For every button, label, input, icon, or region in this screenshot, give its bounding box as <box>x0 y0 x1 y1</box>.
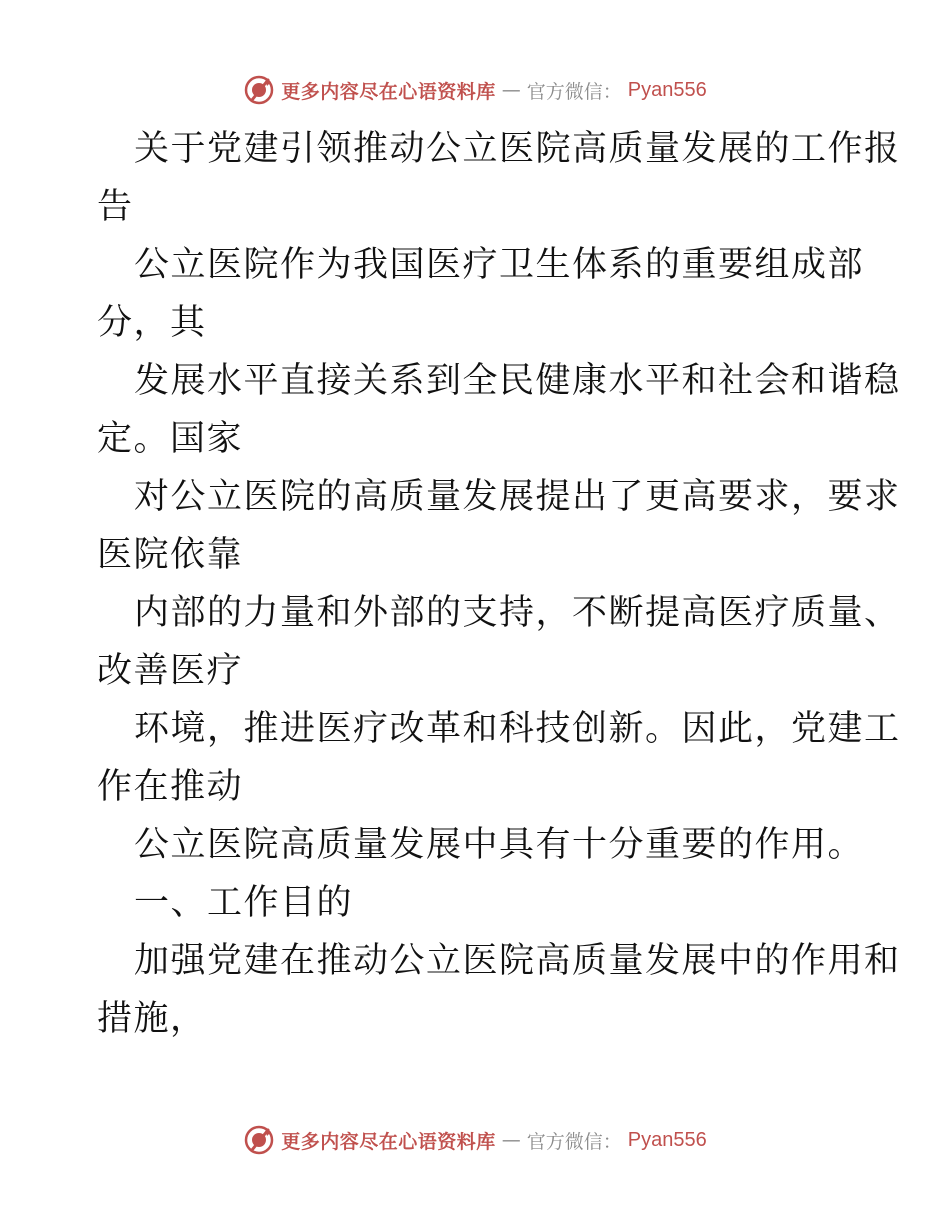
banner-wechat-id: Pyan556 <box>627 78 707 101</box>
banner-brand-text: 更多内容尽在心语资料库 <box>281 80 496 103</box>
document-line: 分，其 <box>97 303 207 343</box>
document-line: 作在推动 <box>97 767 244 807</box>
pen-logo-icon <box>243 1124 275 1156</box>
header-banner <box>0 70 950 110</box>
banner-content <box>243 1124 707 1156</box>
document-line: 公立医院作为我国医疗卫生体系的重要组成部 <box>134 245 865 285</box>
document-line: 措施， <box>97 999 207 1039</box>
banner-separator: — <box>501 79 521 101</box>
document-line: 一、工作目的 <box>134 883 354 923</box>
document-line: 加强党建在推动公立医院高质量发展中的作用和 <box>134 941 901 981</box>
document-line: 公立医院高质量发展中具有十分重要的作用。 <box>134 825 865 865</box>
document-line: 改善医疗 <box>97 651 244 691</box>
pen-logo-icon <box>243 74 275 106</box>
banner-wechat-label: 官方微信： <box>526 1130 622 1153</box>
document-line: 发展水平直接关系到全民健康水平和社会和谐稳 <box>134 361 901 401</box>
document-line: 定。国家 <box>97 419 244 459</box>
document-line: 告 <box>97 187 134 227</box>
banner-separator: — <box>501 1129 521 1151</box>
document-line: 内部的力量和外部的支持，不断提高医疗质量、 <box>134 593 901 633</box>
document-line: 关于党建引领推动公立医院高质量发展的工作报 <box>134 129 901 169</box>
document-line: 环境，推进医疗改革和科技创新。因此，党建工 <box>134 709 901 749</box>
document-body <box>97 120 901 1048</box>
banner-wechat-id: Pyan556 <box>627 1128 707 1151</box>
banner-content <box>243 74 707 106</box>
banner-wechat-label: 官方微信： <box>526 80 622 103</box>
document-line: 对公立医院的高质量发展提出了更高要求，要求 <box>134 477 901 517</box>
banner-brand-text: 更多内容尽在心语资料库 <box>281 1130 496 1153</box>
footer-banner <box>0 1120 950 1160</box>
document-line: 医院依靠 <box>97 535 244 575</box>
